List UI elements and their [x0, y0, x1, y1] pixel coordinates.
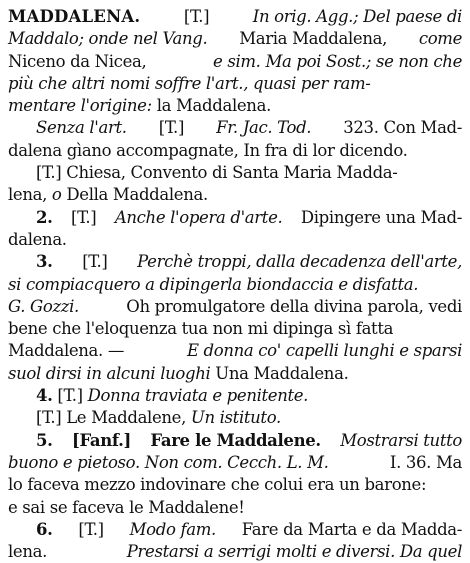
- text-line: [8, 474, 462, 496]
- text-segment: Maria Maddalena,: [239, 29, 388, 49]
- text-segment: [T.]: [183, 7, 210, 26]
- text-segment: dalena gìano accompagnate, In fra di lor dicendo.: [8, 140, 408, 160]
- text-segment: si compiacquero a dipingerla biondaccia e disfatta.: [8, 274, 419, 294]
- text-line: [8, 73, 462, 95]
- text-line: [8, 95, 462, 117]
- text-segment: 5.: [36, 430, 53, 450]
- text-line: [8, 452, 462, 474]
- text-line: [8, 497, 462, 519]
- text-segment: come: [418, 29, 462, 49]
- text-line: [8, 340, 462, 362]
- text-segment: [T.]: [78, 519, 104, 539]
- text-segment: Una Maddalena.: [210, 363, 349, 383]
- text-segment: più che altri nomi soffre l'art., quasi per ram-: [8, 73, 371, 93]
- text-segment: dalena.: [8, 229, 67, 249]
- text-segment: Modo fam.: [129, 519, 216, 539]
- text-segment: bene che l'eloquenza tua non mi dipinga sì fatta: [8, 319, 394, 339]
- text-line: [8, 51, 462, 73]
- text-segment: suol dirsi in alcuni luoghi: [8, 363, 211, 383]
- text-segment: [T.]: [52, 386, 88, 406]
- text-line: [8, 6, 462, 28]
- text-segment: Fare da Marta e da Madda-: [241, 519, 462, 539]
- text-segment: Donna traviata e penitente.: [87, 386, 309, 406]
- headword: MADDALENA.: [8, 7, 141, 26]
- text-segment: I. 36. Ma: [389, 452, 462, 472]
- text-segment: buono e pietoso. Non com. Cecch. L. M.: [8, 452, 329, 472]
- text-segment: Senza l'art.: [36, 118, 127, 138]
- text-line: [8, 430, 462, 452]
- text-segment: In orig. Agg.; Del paese di: [252, 7, 462, 26]
- text-line: [8, 296, 462, 318]
- text-segment: 2.: [36, 207, 53, 227]
- text-segment: Anche l'opera d'arte.: [114, 207, 283, 227]
- text-segment: lena,: [8, 185, 52, 205]
- text-segment: lena.: [8, 542, 48, 562]
- text-segment: lo faceva mezzo indovinare che colui era un barone:: [8, 475, 427, 495]
- text-line: [8, 363, 462, 385]
- text-segment: [T.]: [71, 207, 97, 227]
- text-segment: Della Maddalena.: [61, 185, 208, 205]
- text-line: [8, 117, 462, 139]
- text-line: [8, 274, 462, 296]
- text-line: [8, 140, 462, 162]
- text-segment: e sai se faceva le Maddalene!: [8, 497, 245, 517]
- text-segment: Maddalena. —: [8, 341, 124, 361]
- text-line: [8, 28, 462, 50]
- text-segment: Un istituto.: [190, 408, 281, 428]
- text-segment: Dipingere una Mad-: [300, 207, 462, 227]
- text-segment: la Maddalena.: [151, 96, 271, 116]
- text-segment: mentare l'origine:: [8, 96, 152, 116]
- text-line: [8, 251, 462, 273]
- text-segment: Maddalo; onde nel Vang.: [8, 29, 208, 49]
- text-segment: 323. Con Mad-: [343, 118, 462, 138]
- text-line: [8, 385, 462, 407]
- text-segment: Fare le Maddalene.: [150, 430, 321, 450]
- text-segment: G. Gozzi.: [8, 296, 79, 316]
- text-segment: Mostrarsi tutto: [340, 430, 462, 450]
- text-segment: [T.]: [82, 252, 108, 272]
- text-segment: [T.] Le Maddalene,: [36, 408, 191, 428]
- text-line: [8, 318, 462, 340]
- text-segment: 6.: [36, 519, 53, 539]
- text-segment: Prestarsi a serrigi molti e diversi. Da quel: [126, 542, 462, 562]
- text-segment: Fr. Jac. Tod.: [216, 118, 312, 138]
- text-line: [8, 207, 462, 229]
- text-segment: e sim. Ma poi Sost.; se non che: [213, 51, 462, 71]
- text-segment: 4.: [36, 386, 53, 406]
- text-segment: Perchè troppi, dalla decadenza dell'arte,: [137, 252, 462, 272]
- text-segment: [T.]: [158, 118, 185, 138]
- text-line: [8, 541, 462, 563]
- text-segment: [Fanf.]: [72, 430, 131, 450]
- text-segment: Niceno da Nicea,: [8, 51, 147, 71]
- text-segment: o: [51, 185, 62, 205]
- text-line: [8, 162, 462, 184]
- text-line: [8, 229, 462, 251]
- text-line: [8, 519, 462, 541]
- text-line: [8, 407, 462, 429]
- text-line: [8, 184, 462, 206]
- text-segment: [T.] Chiesa, Convento di Santa Maria Madda-: [36, 163, 398, 183]
- text-segment: Oh promulgatore della divina parola, vedi: [126, 296, 462, 316]
- text-segment: E donna co' capelli lunghi e sparsi: [186, 341, 462, 361]
- text-segment: 3.: [36, 252, 53, 272]
